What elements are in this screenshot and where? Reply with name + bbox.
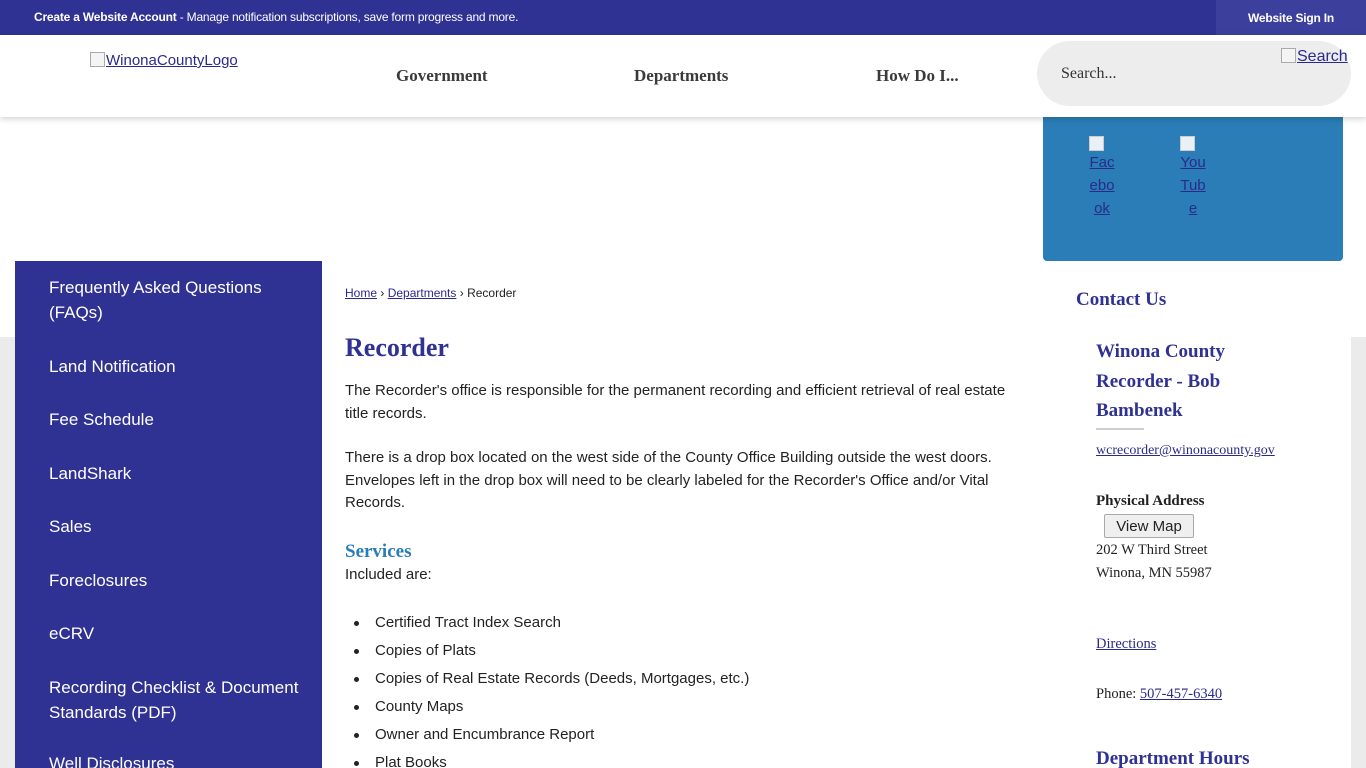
facebook-link[interactable]: [1089, 136, 1115, 220]
sidebar-item-landshark[interactable]: LandShark: [49, 464, 132, 483]
physical-address-label: Physical Address: [1096, 493, 1205, 509]
breadcrumb: [345, 286, 516, 300]
sidebar-item-ecrv[interactable]: eCRV: [49, 624, 95, 643]
search-input[interactable]: Search...: [1061, 65, 1117, 82]
sidebar-item-land-notification[interactable]: Land Notification: [49, 357, 176, 376]
breadcrumb-departments[interactable]: Departments: [387, 286, 457, 300]
sidebar-item-well-disclosures[interactable]: Well Disclosures: [49, 754, 175, 768]
create-account-link[interactable]: [34, 10, 518, 24]
sidebar-nav: [15, 261, 322, 768]
contact-divider: [1096, 428, 1144, 430]
nav-government[interactable]: Government: [396, 66, 488, 85]
search-box[interactable]: [1037, 41, 1351, 106]
directions-link[interactable]: Directions: [1096, 636, 1157, 652]
site-header: [0, 35, 1366, 117]
phone-line: [1096, 686, 1222, 703]
contact-us-heading: Contact Us: [1076, 289, 1167, 310]
youtube-link[interactable]: [1180, 136, 1206, 220]
breadcrumb-separator: ›: [456, 286, 468, 300]
intro-paragraph: The Recorder's office is responsible for the permanent recording and efficient retrieval of real estate title records.: [345, 382, 1006, 422]
list-item: Plat Books: [375, 749, 749, 768]
contact-email-link[interactable]: wcrecorder@winonacounty.gov: [1096, 443, 1275, 458]
county-logo-link[interactable]: [90, 52, 238, 69]
sidebar-item-sales[interactable]: Sales: [49, 517, 92, 536]
page-title: Recorder: [345, 333, 449, 362]
facebook-label[interactable]: Facebook: [1089, 154, 1115, 217]
search-button[interactable]: [1281, 48, 1348, 66]
breadcrumb-home[interactable]: Home: [345, 286, 378, 300]
nav-departments[interactable]: Departments: [634, 66, 729, 85]
main-content: [322, 261, 1351, 768]
contact-name: Winona County Recorder - Bob Bambenek: [1096, 341, 1226, 421]
search-icon: [1281, 48, 1296, 63]
social-media-panel: [1043, 117, 1343, 261]
breadcrumb-separator: ›: [377, 286, 388, 300]
sidebar-item-fee-schedule[interactable]: Fee Schedule: [49, 410, 154, 429]
list-item: Owner and Encumbrance Report: [375, 721, 749, 749]
sidebar-item-foreclosures[interactable]: Foreclosures: [49, 571, 148, 590]
top-utility-bar: [0, 0, 1366, 35]
facebook-icon: [1089, 136, 1104, 151]
department-hours-heading: Department Hours: [1096, 748, 1250, 768]
services-heading: Services: [345, 541, 412, 562]
list-item: Certified Tract Index Search: [375, 609, 749, 637]
address-street: 202 W Third Street: [1096, 542, 1208, 558]
search-button-label[interactable]: Search: [1297, 48, 1348, 65]
broken-image-icon: [90, 52, 105, 67]
services-list: [375, 609, 749, 768]
address-city: Winona, MN 55987: [1096, 565, 1212, 581]
youtube-label[interactable]: YouTube: [1180, 154, 1206, 217]
sidebar-item-recording-checklist[interactable]: Recording Checklist & Document Standards (PDF): [49, 678, 299, 722]
sidebar-item-faqs[interactable]: Frequently Asked Questions (FAQs): [49, 278, 262, 322]
breadcrumb-current: Recorder: [467, 286, 517, 300]
create-account-strong[interactable]: Create a Website Account: [34, 10, 177, 24]
phone-link[interactable]: 507-457-6340: [1139, 686, 1223, 702]
phone-label: Phone:: [1096, 686, 1140, 702]
included-label: Included are:: [345, 566, 432, 583]
list-item: Copies of Real Estate Records (Deeds, Mortgages, etc.): [375, 665, 749, 693]
dropbox-paragraph: There is a drop box located on the west side of the County Office Building outside the west doors. Envelopes left in the drop box will need to be clearly labeled for the Recorder's Office and/or Vital Records.: [345, 449, 992, 511]
website-sign-in-button[interactable]: Website Sign In: [1216, 0, 1366, 35]
youtube-icon: [1180, 136, 1195, 151]
create-account-description[interactable]: - Manage notification subscriptions, save form progress and more.: [176, 10, 519, 24]
view-map-button[interactable]: View Map: [1104, 514, 1194, 538]
logo-alt-text[interactable]: WinonaCountyLogo: [106, 52, 238, 69]
nav-how-do-i[interactable]: How Do I...: [876, 66, 959, 85]
list-item: Copies of Plats: [375, 637, 749, 665]
list-item: County Maps: [375, 693, 749, 721]
